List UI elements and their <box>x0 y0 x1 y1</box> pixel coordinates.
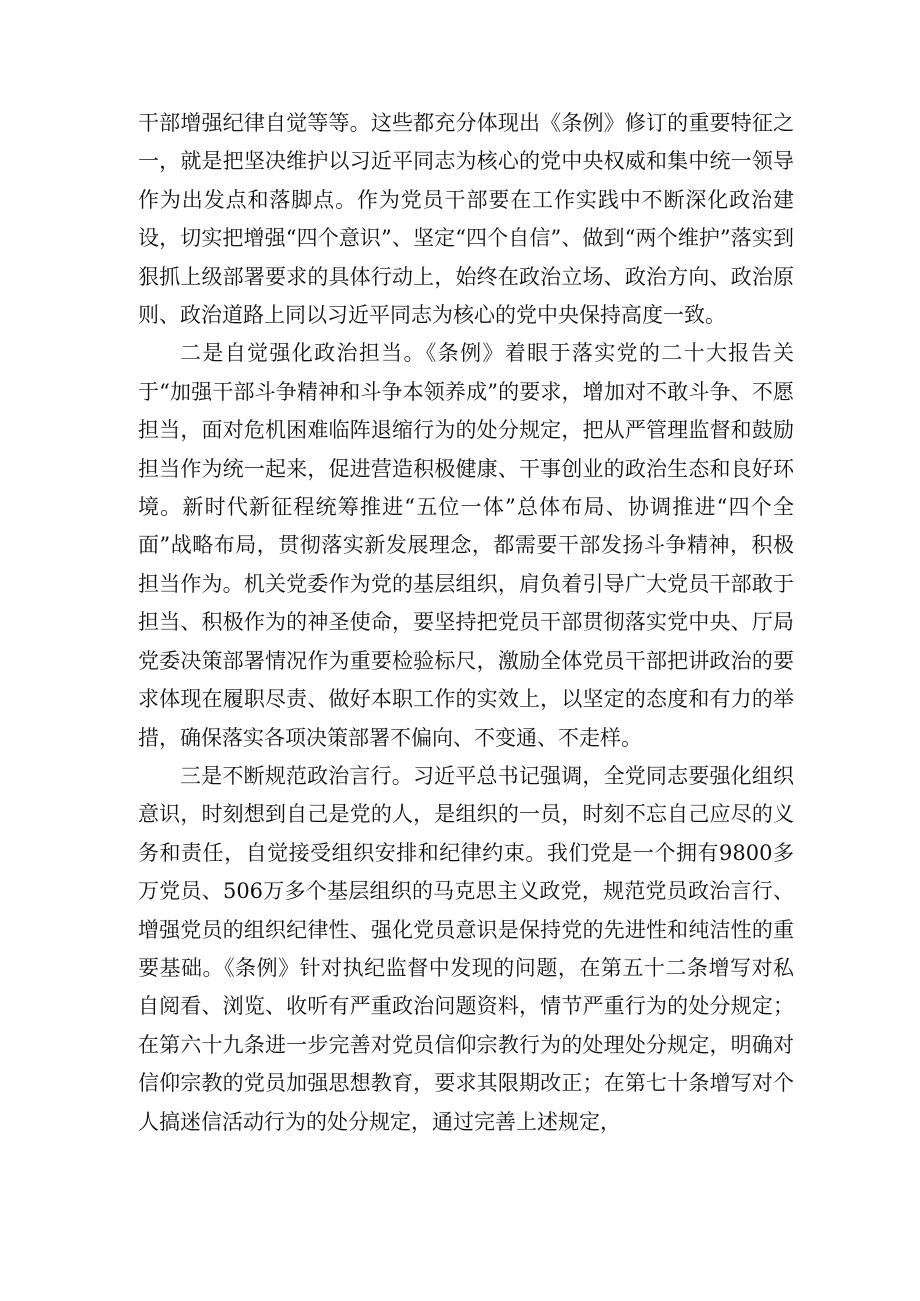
paragraph-text: 《条例》着眼于落实党的二十大报告关于“加强干部斗争精神和斗争本领养成”的要求，增加对不敢斗争、不愿担当，面对危机困难临阵退缩行为的处分规定，把从严管理监督和鼓励担当作为统一起来，促进营造积极健康、干事创业的政治生态和良好环境。新时代新征程统筹推进“五位一体”总体布局、协调推进“四个全面”战略布局，贯彻落实新发展理念，都需要干部发扬斗争精神，积极担当作为。机关党委作为党的基层组织，肩负着引导广大党员干部敢于担当、积极作为的神圣使命，要坚持把党员干部贯彻落实党中央、厅局党委决策部署情况作为重要检验标尺，激励全体党员干部把讲政治的要求体现在履职尽责、做好本职工作的实效上，以坚定的态度和有力的举措，确保落实各项决策部署不偏向、不变通、不走样。 <box>138 341 795 750</box>
paragraph-lead: 二是自觉强化政治担当。 <box>180 341 426 366</box>
document-body <box>138 104 794 1141</box>
paragraph-political-responsibility <box>138 334 794 756</box>
paragraph-political-conduct <box>138 757 794 1141</box>
paragraph-continuation <box>138 104 794 334</box>
paragraph-text: 习近平总书记强调，全党同志要强化组织意识，时刻想到自己是党的人，是组织的一员，时刻不忘自己应尽的义务和责任，自觉接受组织安排和纪律约束。我们党是一个拥有9800多万党员、506万多个基层组织的马克思主义政党，规范党员政治言行、增强党员的组织纪律性、强化党员意识是保持党的先进性和纯洁性的重要基础。《条例》针对执纪监督中发现的问题，在第五十二条增写对私自阅看、浏览、收听有严重政治问题资料，情节严重行为的处分规定；在第六十九条进一步完善对党员信仰宗教行为的处理处分规定，明确对信仰宗教的党员加强思想教育，要求其限期改正；在第七十条增写对个人搞迷信活动行为的处分规定，通过完善上述规定， <box>138 763 795 1134</box>
paragraph-lead: 三是不断规范政治言行。 <box>180 763 413 788</box>
paragraph-text: 干部增强纪律自觉等等。这些都充分体现出《条例》修订的重要特征之一，就是把坚决维护以习近平同志为核心的党中央权威和集中统一领导作为出发点和落脚点。作为党员干部要在工作实践中不断深化政治建设，切实把增强“四个意识”、坚定“四个自信”、做到“两个维护”落实到狠抓上级部署要求的具体行动上，始终在政治立场、政治方向、政治原则、政治道路上同以习近平同志为核心的党中央保持高度一致。 <box>138 111 794 328</box>
